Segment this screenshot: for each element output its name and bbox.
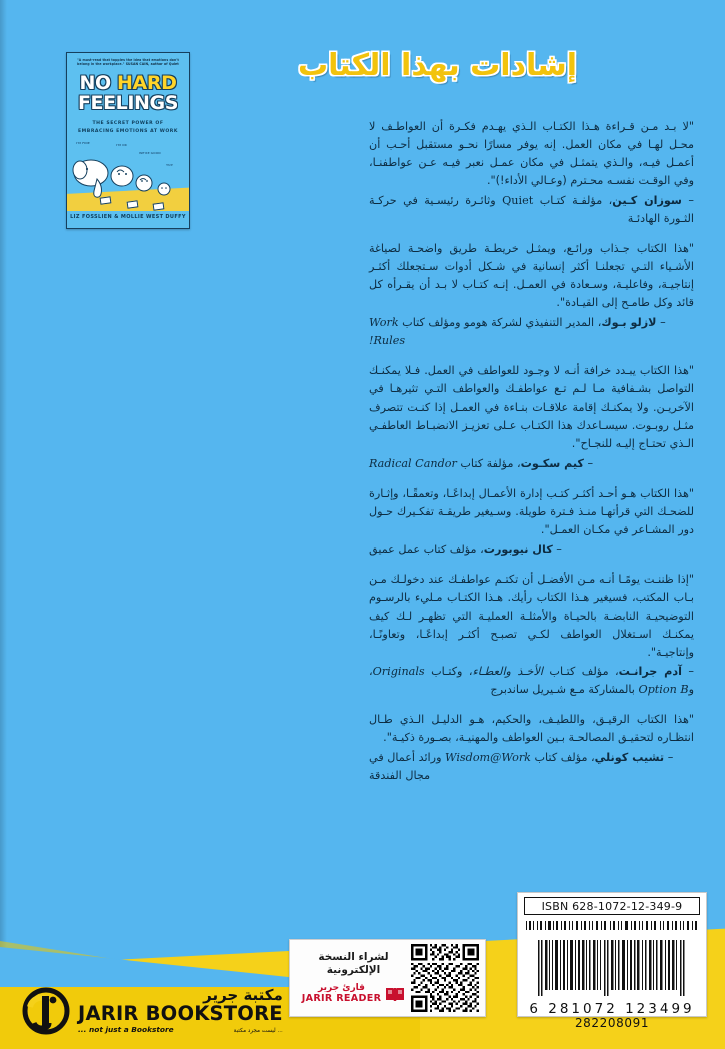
isbn-mini-barcode [524,921,700,930]
ebook-card-line1: لشراء النسخة [318,951,389,964]
testimonial-body: "هذا الكتاب جـذاب ورائـع، ويمثـل خريطـة طريق واضحـة لصياغة الأشـياء التـي تجعلنـا أكثر إنسانية في شـكل أدوات سـتجعلك أكثـر إنتاجيـة، وفاعليـة، وسـعادة في العمـل. إنـه كتـاب لا بـد أن يقـرأه كل قائد وكل طامـح إلى القيـادة". [369,241,694,310]
testimonial-body: "هذا الكتاب يبـدد خرافة أنـه لا وجـود للعواطف في العمل. فـلا يمكنـك التواصل بشـفافية مـا لـم تـع عواطفـك والعواطف التـي تثيرهـا في الآخريـن. ولا يمكنـك إقامة علاقـات بنـاءة في العمـل إذا كنـت تتصرف مثـل روبـوت. سيسـاعدك هذا الكتـاب عـلى تعزيـز الانضبـاط العاطفـي الـذي تحتـاج إليـه للنجـاح". [369,364,694,450]
ean-digits: 6 281072 123499 [529,1001,695,1017]
art-label: WE'RE GOOD [139,151,161,155]
isbn-label: ISBN 628-1072-12-349-9 [524,897,700,915]
thumbnail-subtitle-line2: EMBRACING EMOTIONS AT WORK [77,128,178,134]
thumbnail-blurb [74,58,182,67]
thumbnail-title [67,71,189,114]
jarir-logo-text [78,988,283,1033]
thumbnail-authors: LIZ FOSSLIEN & MOLLIE WEST DUFFY [70,214,186,220]
testimonial-item [369,362,694,473]
thumbnail-blurb-text: "A must-read that topples the idea that emotions don't belong in the workplace." [77,58,179,67]
art-label: I'M OK [116,143,127,147]
elephant-illustration [67,139,189,211]
thumbnail-blurb-attribution: SUSAN CAIN, author of Quiet [125,62,179,67]
ean13-barcode [524,940,700,996]
thumbnail-title-hard: HARD [117,71,177,94]
testimonial-attribution: – كيم سكـوت، مؤلفة كتاب Radical Candor [369,456,594,470]
testimonial-attribution: – سوزان كـين، مؤلفـة كتـاب Quiet وثائـرة رئيسـية في حركـة الثـورة الهادئـة [369,193,694,225]
open-book-icon [385,986,405,1003]
thumbnail-illustration [67,139,189,211]
thumbnail-subtitle [77,120,179,136]
ebook-card-text [296,951,411,1005]
ebook-purchase-card[interactable] [289,939,486,1017]
jarir-reader-english: JARIR READER [301,993,382,1005]
thumbnail-title-no: NO [79,71,111,94]
jarir-bookstore-logo [22,987,283,1035]
testimonial-attribution: – كال نيوبورت، مؤلف كتاب عمل عميق [369,543,562,557]
testimonial-body: "لا بـد مـن قـراءة هـذا الكتـاب الـذي يهـدم فكـرة أن العواطـف لا محـل لهـا في مكان العمل. إنه يوفر مسارًا نحـو مستقبل أحـب أن أعمـل فيـه، والـذي يتمثـل في مكان عمـل نعبر فيـه عـن عواطفنـا، وفي الوقـت نفسـه محـترم (وعـالي الأداء!)". [369,120,694,188]
front-cover-thumbnail [66,52,190,229]
testimonial-attribution: – آدم جرانـت، مؤلف كتـاب الأخـذ والعطـاء، وكتـاب Originals، وOption B بالمشاركة مـع شـيريل ساندبرج [369,664,694,697]
testimonial-attribution: – لازلو بـوك، المدير التنفيذي لشركة هومو ومؤلف كتاب Work Rules! [369,316,666,348]
art-label: I'M FINE [76,141,90,145]
art-label: YUP [166,163,173,167]
testimonial-item [369,240,694,350]
testimonial-body: "هذا الكتاب هـو أحـد أكثـر كتـب إدارة الأعمـال إبداعًـا، وتعمقًـا، وإثـارة للضحـك التي قرأتهـا منـذ فـترة طويلة. وسـيغير طريقـة تفكـيرك حـول دور المشـاعر في مكـان العمـل". [369,486,694,537]
testimonial-attribution: – تشيب كونلي، مؤلف كتاب Wisdom@Work ورائد أعمال في مجال الفندقة [369,751,674,783]
page-title-text: إشادات بهذا الكتاب [297,48,578,83]
testimonials-list [369,118,694,797]
jarir-name-english: JARIR BOOKSTORE [78,1002,283,1026]
qr-code-icon[interactable] [411,944,479,1012]
testimonial-body: "هذا الكتاب الرقيـق، واللطيـف، والحكيم، هـو الدليـل الـذي طـال انتظـاره لتحقيـق المصالحـة بـين العواطف والمهنيـة، بصـورة ذكيـة". [369,713,694,745]
thumbnail-subtitle-line1: THE SECRET POWER OF [92,121,164,127]
jarir-name-arabic: مكتبة جرير [203,986,283,1005]
jarir-tagline-english: ... not just a Bookstore [78,1024,174,1034]
testimonial-body: "إذا ظننـت يومًـا أنـه مـن الأفضـل أن تكتـم عواطفـك عند دخولـك مـن بـاب المكتب، فسيغير هـذا الكتاب رأيك. هـذا الكتـاب مـليء بالرسـوم التوضيحيـة النابضـة بالحيـاة والأمثلـة العمليـة التي تظهـر لـك كيف يمكنـك اسـتغلال العواطف لكـي تصبـح أكثـر إبداعًـا، وتعاونًـا، وإنتاجيـة". [369,573,694,659]
thumbnail-title-feelings: FEELINGS [77,91,179,114]
ean-sub-digits: 282208091 [574,1016,650,1030]
ebook-card-line2: الإلكترونية [326,964,381,977]
testimonial-item [369,118,694,228]
jarir-monogram-icon [22,987,70,1035]
testimonial-item [369,571,694,699]
barcode-card [517,892,707,1030]
spine-shadow [0,0,7,1049]
jarir-tagline-arabic: ... ليست مجرد مكتبة [233,1027,283,1034]
testimonial-item [369,485,694,559]
ean-barcode-group [524,940,700,1030]
jarir-reader-arabic: قارئ جرير [318,983,365,994]
testimonial-item [369,711,694,785]
jarir-reader-logo [300,984,407,1005]
